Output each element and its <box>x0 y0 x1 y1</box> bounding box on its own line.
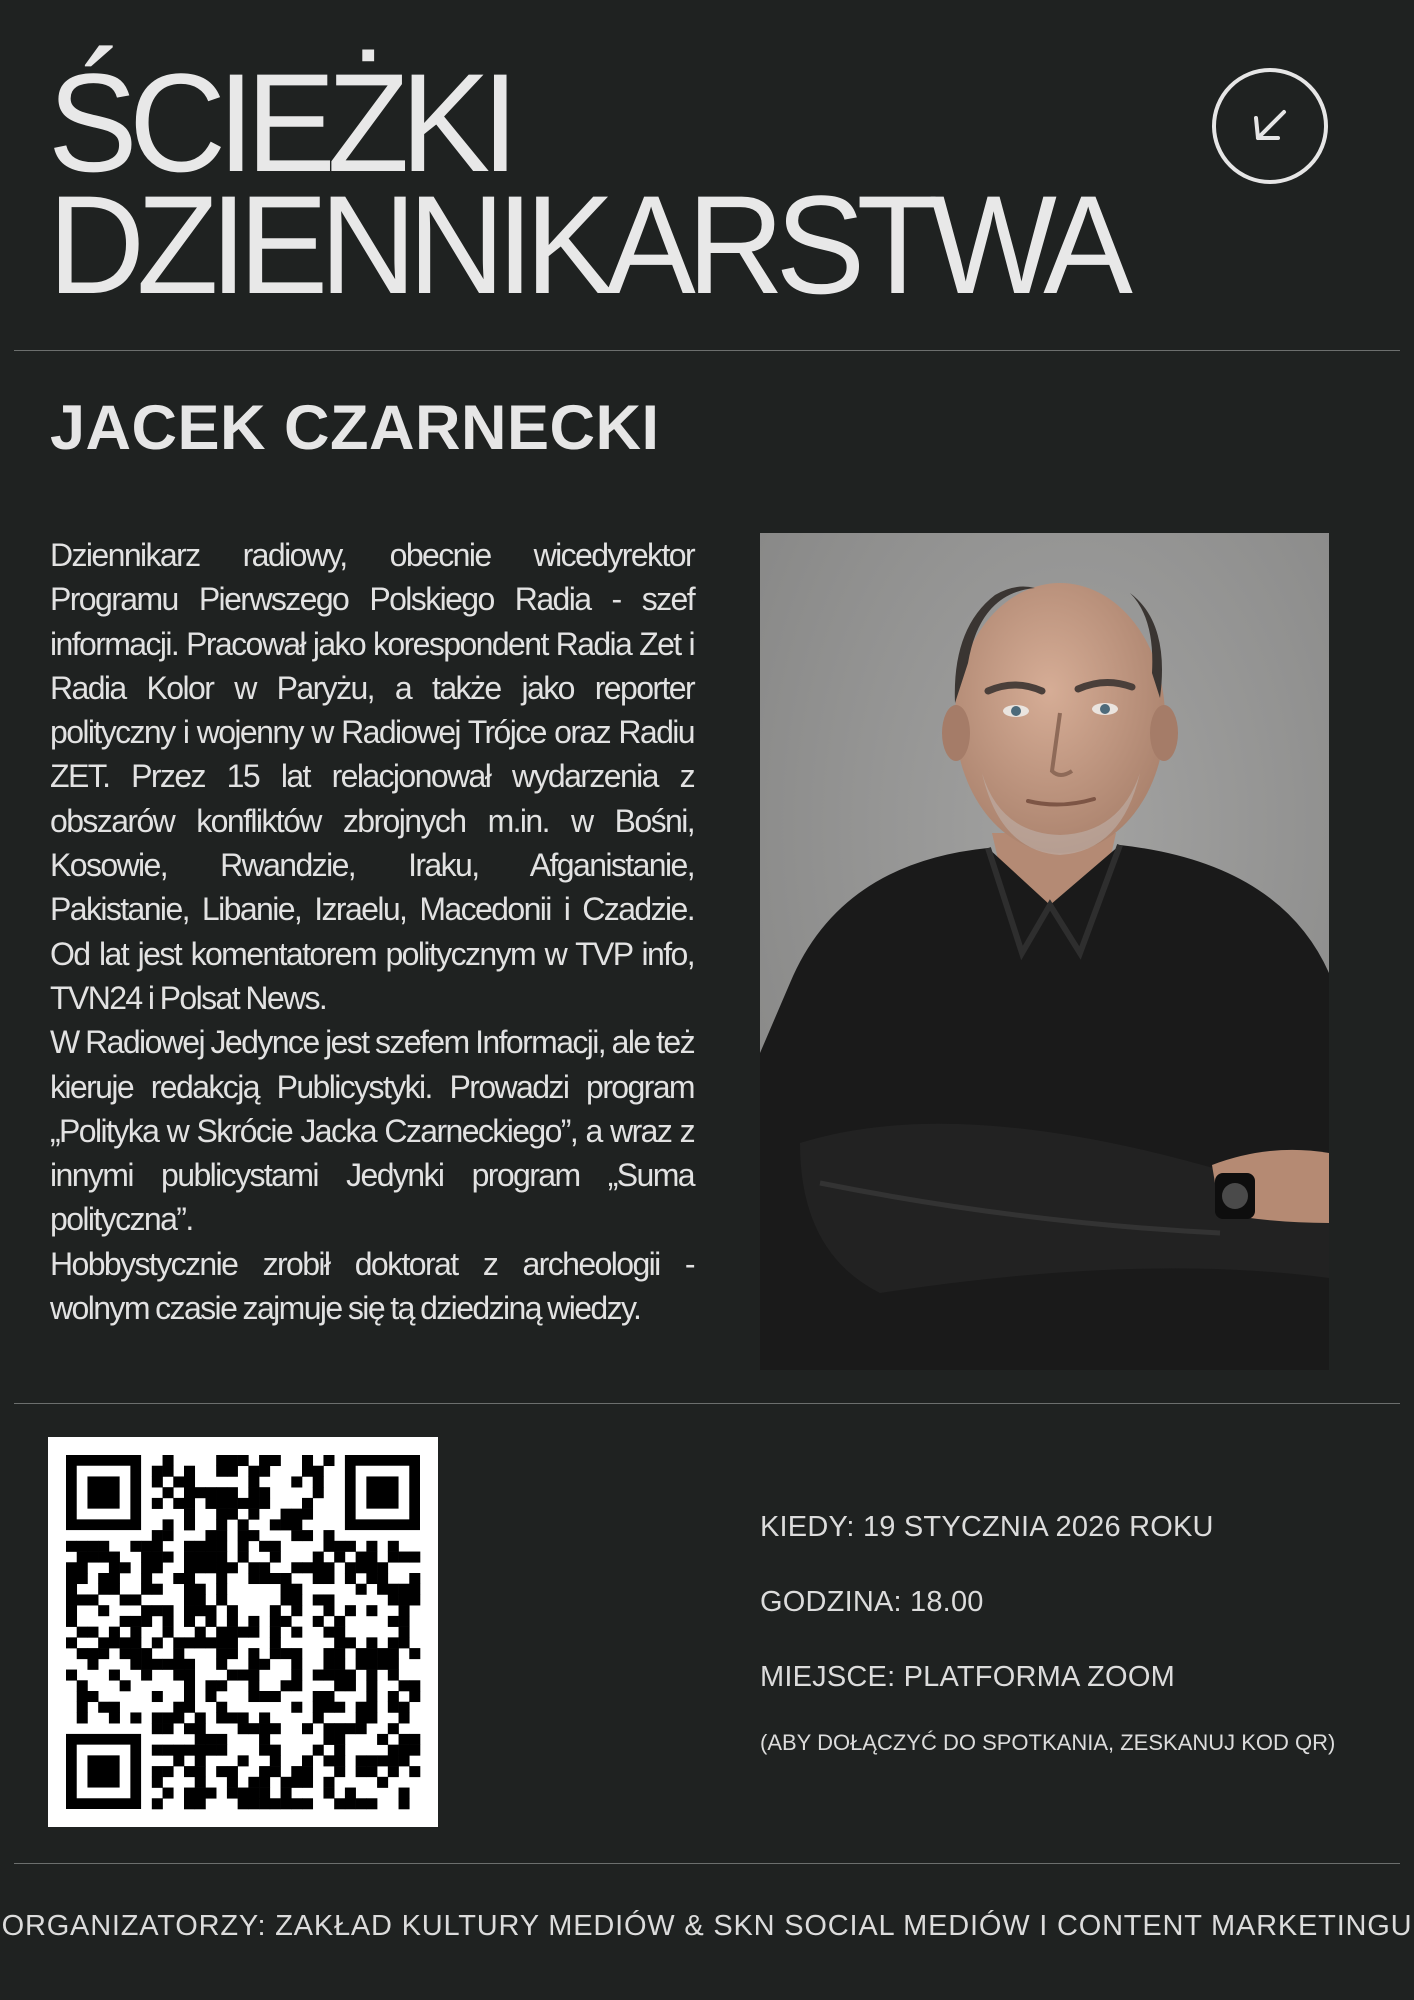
bio-paragraph: Hobbystycznie zrobił doktorat z archeologii - wolnym czasie zajmuje się tą dziedziną wiedzy. <box>50 1245 694 1327</box>
organizers: ORGANIZATORZY: ZAKŁAD KULTURY MEDIÓW & SKN SOCIAL MEDIÓW I CONTENT MARKETINGU <box>1 1910 1413 1942</box>
event-title <box>48 44 1125 323</box>
speaker-name: JACEK CZARNECKI <box>50 393 660 463</box>
event-date: KIEDY: 19 STYCZNIA 2026 ROKU <box>760 1511 1214 1543</box>
bio-paragraph: W Radiowej Jedynce jest szefem Informacji, ale też kieruje redakcją Publicystyki. Prowadzi program „Polityka w Skrócie Jacka Czarneckiego”, a wraz z innymi publicystami Jedynki program „Suma polityczna”. <box>50 1024 694 1238</box>
bio-paragraph: Dziennikarz radiowy, obecnie wicedyrektor Programu Pierwszego Polskiego Radia - szef informacji. Pracował jako korespondent Radia Zet i Radia Kolor w Paryżu, a także jako reporter polityczny i wojenny w Radiowej Trójce oraz Radiu ZET. Przez 15 lat relacjonował wydarzenia z obszarów konfliktów zbrojnych m.in. w Bośni, Kosowie, Rwandzie, Iraku, Afganistanie, Pakistanie, Libanie, Izraelu, Macedonii i Czadzie. Od lat jest komentatorem politycznym w TVP info, TVN24 i Polsat News. <box>50 537 694 1016</box>
divider-bottom <box>14 1863 1400 1864</box>
speaker-photo <box>760 533 1329 1370</box>
event-title-line-1: ŚCIEŻKI <box>48 44 511 201</box>
event-title-line-2: DZIENNIKARSTWA <box>48 166 1125 323</box>
arrow-down-left-icon <box>1212 68 1328 184</box>
event-join-note: (ABY DOŁĄCZYĆ DO SPOTKANIA, ZESKANUJ KOD QR) <box>760 1730 1336 1755</box>
divider-middle <box>14 1403 1400 1404</box>
event-place: MIEJSCE: PLATFORMA ZOOM <box>760 1661 1175 1693</box>
divider-top <box>14 350 1400 351</box>
speaker-bio <box>50 533 694 1330</box>
event-time: GODZINA: 18.00 <box>760 1586 984 1618</box>
qr-code[interactable] <box>48 1437 438 1827</box>
